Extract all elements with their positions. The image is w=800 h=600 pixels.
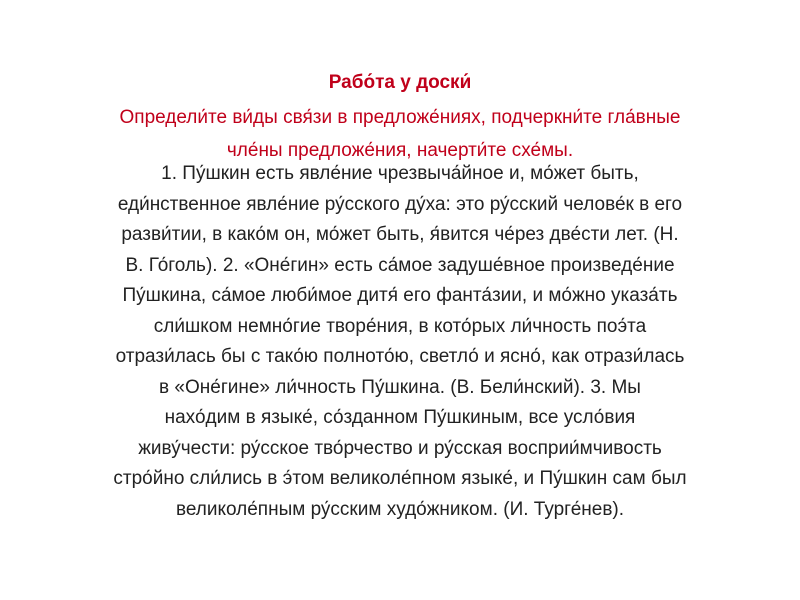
text-line: в «Оне́гине» ли́чность Пу́шкина. (В. Бели́нский). 3. Мы [159,376,641,398]
text-line: отрази́лась бы с тако́ю полното́ю, светло́ и ясно́, как отрази́лась [115,346,685,367]
task-instructions [0,101,800,167]
slide-title: Рабо́та у доски́ [328,72,472,93]
text-line: нахо́дим в языке́, со́зданном Пу́шкиным, все усло́вия [164,407,636,428]
text-line: живу́чести: ру́сское тво́рчество и ру́сская восприи́мчивость [138,437,662,459]
text-line: сли́шком немно́гие творе́ния, в кото́рых ли́чность поэ́та [153,315,647,337]
task-line: чле́ны предложе́ния, начерти́те схе́мы. [226,140,574,161]
body-text [0,159,800,525]
text-line: Пу́шкина, са́мое люби́мое дитя́ его фанта́зии, и мо́жно указа́ть [122,285,678,306]
text-line: В. Го́голь). 2. «Оне́гин» есть са́мое задуше́вное произведе́ние [125,254,675,276]
text-line: 1. Пу́шкин есть явле́ние чрезвыча́йное и, мо́жет быть, [161,163,639,184]
text-line: еди́нственное явле́ние ру́сского ду́ха: это ру́сский челове́к в его [117,193,683,215]
text-line: стро́йно сли́лись в э́том великоле́пном языке́, и Пу́шкин сам был [113,468,687,489]
task-line: Определи́те ви́ды свя́зи в предложе́ниях, подчеркни́те гла́вные [119,107,681,128]
text-line: великоле́пным ру́сским худо́жником. (И. Турге́нев). [175,498,625,520]
text-line: разви́тии, в како́м он, мо́жет быть, я́вится че́рез две́сти лет. (Н. [121,224,679,245]
